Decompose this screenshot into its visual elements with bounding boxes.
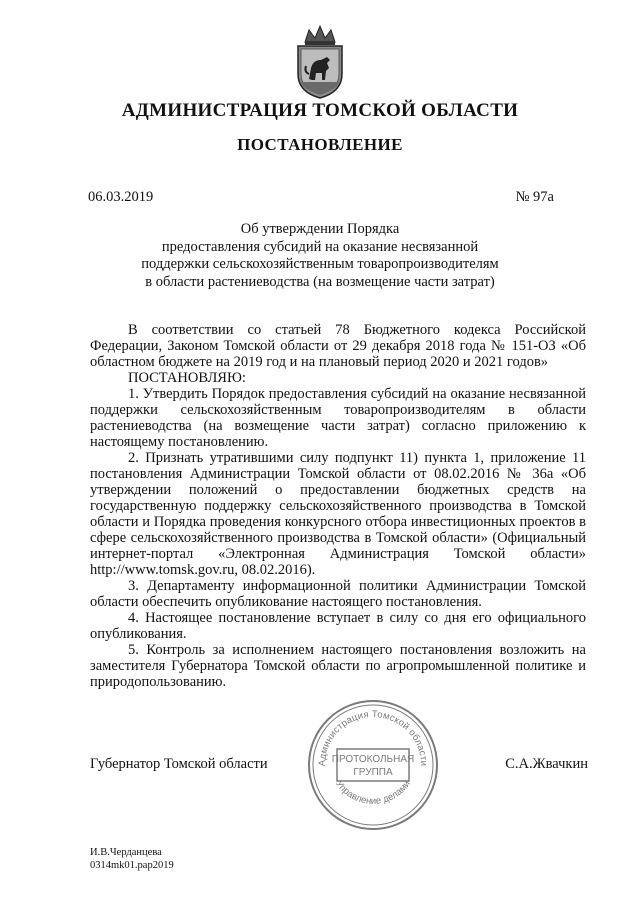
decree-word: ПОСТАНОВЛЯЮ: <box>128 370 246 386</box>
document-body <box>90 322 586 690</box>
document-type: ПОСТАНОВЛЕНИЕ <box>237 135 403 154</box>
item-3: 3. Департаменту информационной политики Администрации Томской области обеспечить опубликование настоящего постановления. <box>90 578 586 610</box>
title-line: в области растениеводства (на возмещение части затрат) <box>145 273 495 290</box>
signatory-role: Губернатор Томской области <box>90 756 268 772</box>
document-date: 06.03.2019 <box>88 189 154 205</box>
stamp-ring-text: Администрация Томской области <box>316 708 430 767</box>
document-title <box>120 221 520 291</box>
stamp-center-line1: ПРОТОКОЛЬНАЯ <box>331 754 415 765</box>
stamp-inner-ring <box>313 705 433 825</box>
title-line: Об утверждении Порядка <box>240 221 400 237</box>
item-5: 5. Контроль за исполнением настоящего постановления возложить на заместителя Губернатора Томской области по агропромышленной политике и природопользованию. <box>90 642 586 690</box>
organization-name: АДМИНИСТРАЦИЯ ТОМСКОЙ ОБЛАСТИ <box>121 100 519 121</box>
item-1: 1. Утвердить Порядок предоставления субсидий на оказание несвязанной поддержки сельскохозяйственным товаропроизводителям в области растениеводства (на возмещение части затрат) согласно приложению к настоящему постановлению. <box>90 386 586 450</box>
item-4: 4. Настоящее постановление вступает в силу со дня его официального опубликования. <box>90 610 586 642</box>
signatory-name: С.А.Жвачкин <box>505 756 588 772</box>
item-2: 2. Признать утратившими силу подпункт 11) пункта 1, приложение 11 постановления Администрации Томской области от 08.02.2016 № 36а «Об утверждении положений о предоставлении бюджетных средств на государственную поддержку сельскохозяйственного производства в Томской области и Порядка проведения конкурсного отбора инвестиционных проектов в сфере сельскохозяйственного производства в Томской области» (Официальный интернет-портал «Электронная Администрация Томской области» http://www.tomsk.gov.ru, 08.02.2016). <box>90 450 586 578</box>
svg-text:Управление делами <box>333 779 413 807</box>
stamp-center-line2: ГРУППА <box>353 767 393 778</box>
stamp-outer-ring <box>309 701 437 829</box>
official-stamp <box>303 695 443 835</box>
coat-of-arms-icon <box>289 24 351 100</box>
stamp-bottom-text: Управление делами <box>333 778 413 807</box>
footer <box>90 846 174 872</box>
file-reference: 0314mk01.pap2019 <box>90 860 174 871</box>
document-number: № 97а <box>515 189 554 205</box>
title-line: поддержки сельскохозяйственным товаропроизводителям <box>141 256 499 272</box>
executor-name: И.В.Черданцева <box>90 847 162 858</box>
preamble: В соответствии со статьей 78 Бюджетного кодекса Российской Федерации, Законом Томской области от 29 декабря 2018 года № 151-ОЗ «Об областном бюджете на 2019 год и на плановый период 2020 и 2021 годов» <box>90 322 586 370</box>
title-line: предоставления субсидий на оказание несвязанной <box>161 238 479 255</box>
